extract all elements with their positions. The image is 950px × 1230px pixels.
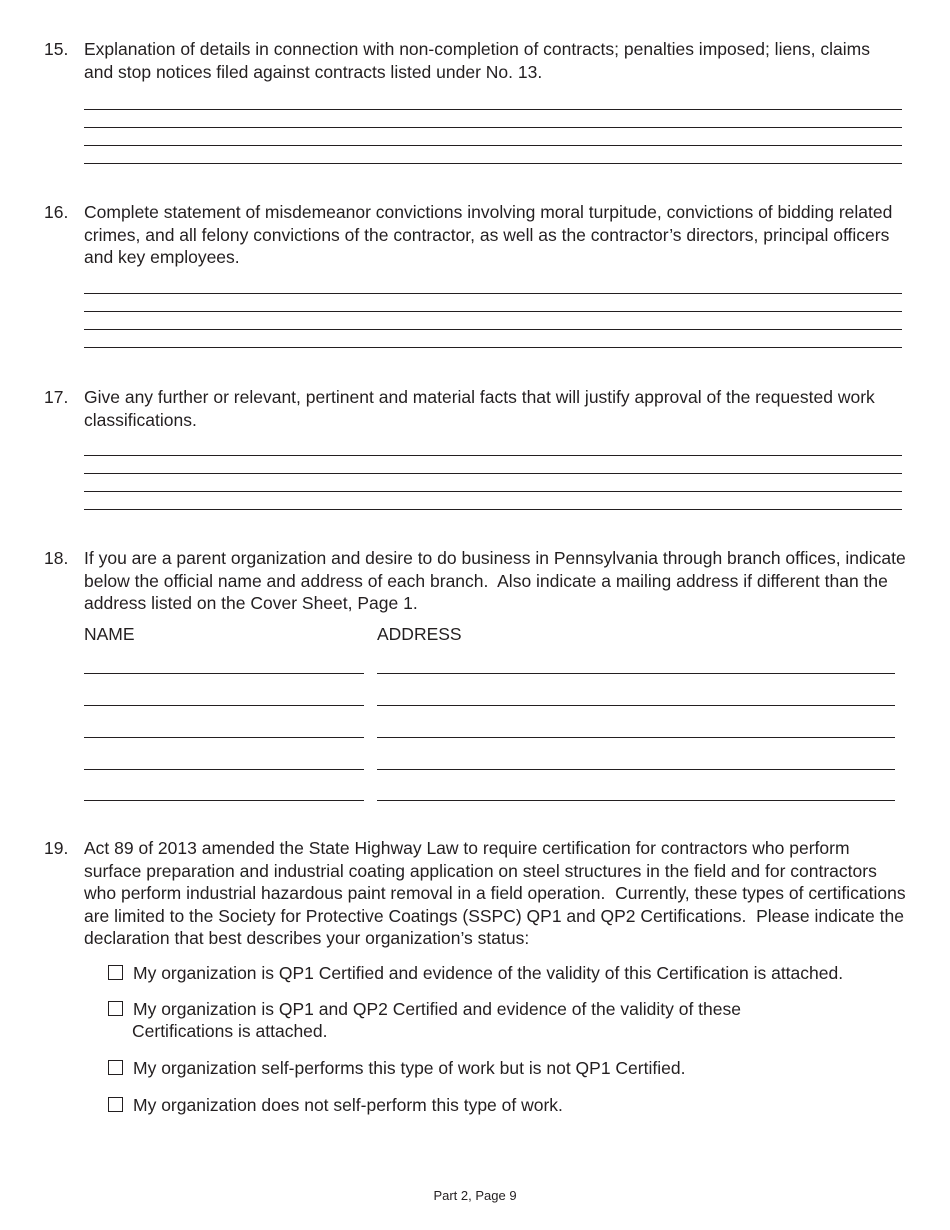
question-15-text: Explanation of details in connection with non-completion of contracts; penalties imposed; liens, claims and stop notices filed against contracts listed under No. 13.: [84, 39, 875, 82]
checkbox[interactable]: [108, 1097, 123, 1112]
answer-line[interactable]: [84, 311, 902, 312]
option-qp1-qp2-certified[interactable]: [108, 998, 908, 1042]
question-18: [44, 547, 910, 615]
checkbox[interactable]: [108, 965, 123, 980]
question-15: [44, 38, 910, 83]
branch-address-field[interactable]: [377, 737, 895, 738]
option-label: My organization is QP1 and QP2 Certified and evidence of the validity of these: [133, 999, 741, 1019]
question-18-number: 18.: [44, 548, 69, 568]
answer-line[interactable]: [84, 329, 902, 330]
branch-address-field[interactable]: [377, 769, 895, 770]
option-label: My organization is QP1 Certified and evidence of the validity of this Certification is attached.: [133, 963, 844, 983]
checkbox[interactable]: [108, 1001, 123, 1016]
branch-name-field[interactable]: [84, 673, 364, 674]
answer-line[interactable]: [84, 347, 902, 348]
branch-name-field[interactable]: [84, 800, 364, 801]
checkbox[interactable]: [108, 1060, 123, 1075]
branch-name-field[interactable]: [84, 705, 364, 706]
question-17-number: 17.: [44, 387, 69, 407]
option-label-continued: Certifications is attached.: [132, 1021, 328, 1041]
option-self-performs-not-certified[interactable]: [108, 1057, 908, 1079]
answer-line[interactable]: [84, 145, 902, 146]
name-column-header: NAME: [84, 624, 135, 644]
answer-line[interactable]: [84, 491, 902, 492]
branch-name-field[interactable]: [84, 737, 364, 738]
question-18-text: If you are a parent organization and desire to do business in Pennsylvania through branch offices, indicate below the official name and address of each branch. Also indicate a mailing address if different than the address listed on the Cover Sheet, Page 1.: [84, 548, 911, 613]
answer-line[interactable]: [84, 163, 902, 164]
answer-line[interactable]: [84, 109, 902, 110]
branch-name-field[interactable]: [84, 769, 364, 770]
question-16-text: Complete statement of misdemeanor convictions involving moral turpitude, convictions of bidding related crimes, and all felony convictions of the contractor, as well as the contractor’s directors, principal officers and key employees.: [84, 202, 898, 267]
branch-address-field[interactable]: [377, 705, 895, 706]
answer-line[interactable]: [84, 293, 902, 294]
question-16: [44, 201, 910, 269]
question-19-text: Act 89 of 2013 amended the State Highway Law to require certification for contractors who perform surface preparation and industrial coating application on steel structures in the field and for contractors who perform industrial hazardous paint removal in a field operation. Currently, these types of certifications are limited to the Society for Protective Coatings (SSPC) QP1 and QP2 Certifications. Please indicate the declaration that best describes your organization’s status:: [84, 838, 911, 948]
option-qp1-certified[interactable]: [108, 962, 908, 984]
question-17-text: Give any further or relevant, pertinent and material facts that will justify approval of the requested work classifications.: [84, 387, 880, 430]
question-15-number: 15.: [44, 39, 69, 59]
address-column-header: ADDRESS: [377, 624, 462, 644]
answer-line[interactable]: [84, 127, 902, 128]
branch-address-field[interactable]: [377, 673, 895, 674]
option-does-not-self-perform[interactable]: [108, 1094, 908, 1116]
answer-line[interactable]: [84, 509, 902, 510]
option-label: My organization self-performs this type of work but is not QP1 Certified.: [133, 1058, 686, 1078]
question-19-number: 19.: [44, 838, 69, 858]
question-19: [44, 837, 914, 950]
page-footer: Part 2, Page 9: [433, 1188, 517, 1203]
branch-address-field[interactable]: [377, 800, 895, 801]
option-label: My organization does not self-perform this type of work.: [133, 1095, 563, 1115]
question-16-number: 16.: [44, 202, 69, 222]
answer-line[interactable]: [84, 455, 902, 456]
question-17: [44, 386, 910, 431]
answer-line[interactable]: [84, 473, 902, 474]
